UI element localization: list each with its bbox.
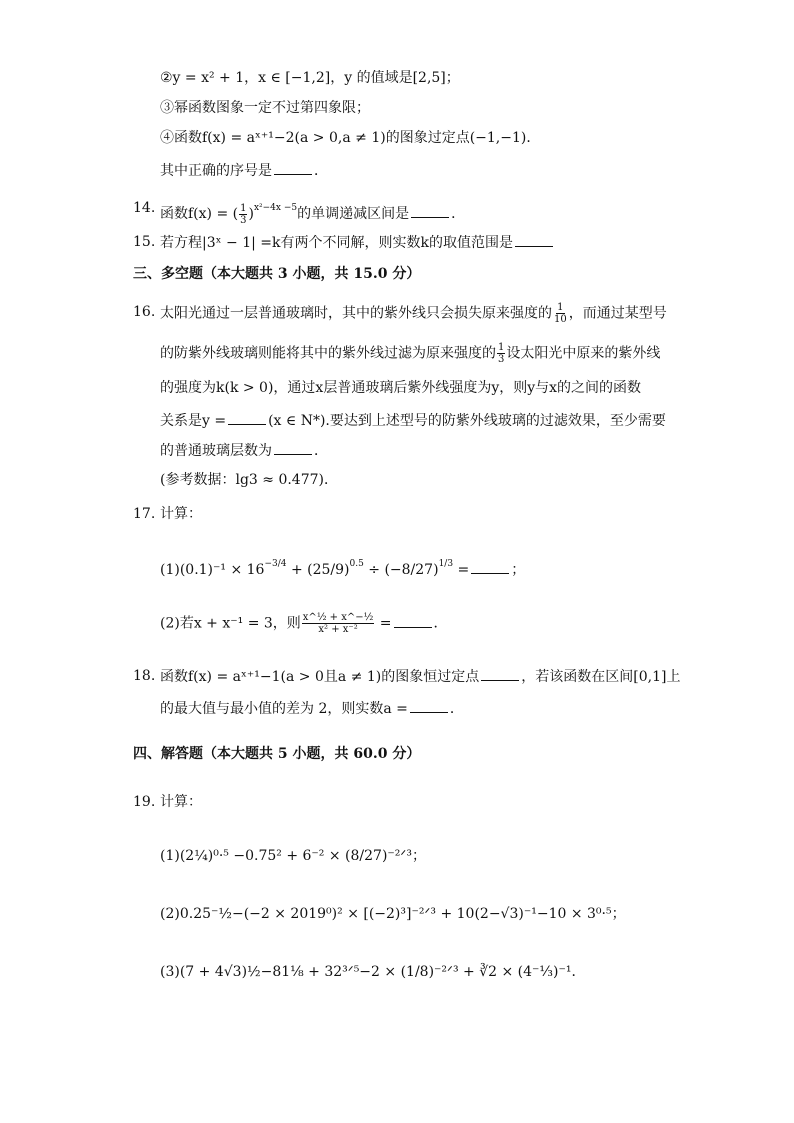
question-15: 若方程|3ˣ − 1| =k有两个不同解，则实数k的取值范围是: [160, 232, 555, 253]
answer-blank: [228, 410, 266, 425]
item-2: ②y = x² + 1，x ∈ [−1,2]，y 的值域是[2,5]；: [160, 70, 460, 86]
answer-blank: [410, 698, 448, 713]
question-number: 16.: [133, 304, 156, 320]
question-19-title: 计算：: [160, 794, 202, 810]
question-18-line-1: 函数f(x) = aˣ⁺¹−1(a > 0且a ≠ 1)的图象恒过定点 ，若该函数在区间[0,1]上: [160, 666, 680, 687]
answer-blank: [274, 160, 312, 175]
question-19-part-3: (3)(7 + 4√3)½−81⅛ + 32³ᐟ⁵−2 × (1/8)⁻²ᐟ³ + ∛2 × (4⁻⅓)⁻¹．: [160, 964, 586, 980]
question-17-part-2: (2)若x + x⁻¹ = 3，则 $\frac{\text{x\textasciicircum{}½ + x\textasciicircum{}−½}}{\text{x² + x⁻²}}$ = ．: [160, 612, 448, 635]
question-16-line-1: 太阳光通过一层普通玻璃时，其中的紫外线只会损失原来强度的 $\frac{1}{10}$ ，而通过某型号: [160, 302, 667, 325]
question-16-line-4: 关系是y = (x ∈ N*).要达到上述型号的防紫外线玻璃的过滤效果，至少需要: [160, 410, 666, 431]
answer-blank: [394, 613, 432, 628]
question-19-part-2: (2)0.25⁻½−(−2 × 2019⁰)² × [(−2)³]⁻²ᐟ³ + 10(2−√3)⁻¹−10 × 3⁰·⁵；: [160, 906, 626, 922]
question-16-line-2: 的防紫外线玻璃则能将其中的紫外线过滤为原来强度的 $\frac{1}{3}$ 设太阳光中原来的紫外线: [160, 342, 661, 365]
question-18-line-2: 的最大值与最小值的差为 2，则实数a = ．: [160, 698, 464, 719]
answer-blank: [274, 440, 312, 455]
question-17-title: 计算：: [160, 506, 202, 522]
fraction-one-tenth: $\frac{1}{10}$: [554, 302, 567, 325]
question-number: 14.: [133, 200, 156, 216]
fraction-one-third: $\frac{1}{3}$: [498, 342, 505, 365]
answer-blank: [515, 232, 553, 247]
section-3-heading: 三、多空题（本大题共 3 小题，共 15.0 分）: [133, 266, 421, 282]
fraction-one-third: $\frac{1}{3}$: [240, 202, 247, 226]
question-13-prompt: 其中正确的序号是 ．: [160, 160, 328, 181]
question-number: 18.: [133, 668, 156, 684]
question-14: 函数f(x) = ( $\frac{1}{3}$ )$^{x^2-4x -5}$的单调递减区间是 ．: [160, 202, 466, 226]
question-16-line-3: 的强度为k(k > 0)，通过x层普通玻璃后紫外线强度为y，则y与x的之间的函数: [160, 380, 642, 396]
item-3: ③幂函数图象一定不过第四象限；: [160, 100, 370, 116]
question-16-line-5: 的普通玻璃层数为 ．: [160, 440, 328, 461]
item-4: ④函数f(x) = aˣ⁺¹−2(a > 0,a ≠ 1)的图象过定点(−1,−1)．: [160, 130, 541, 146]
question-number: 15.: [133, 234, 156, 250]
section-4-heading: 四、解答题（本大题共 5 小题，共 60.0 分）: [133, 746, 421, 762]
question-17-part-1: $(1)(0.1)^{-1} \times 16^{-3/4} + (25/9)^{0.5} \div (-8/27)^{1/3}$ = ；: [160, 559, 526, 578]
answer-blank: [471, 559, 509, 574]
question-16-reference: (参考数据：lg3 ≈ 0.477)．: [160, 472, 338, 488]
answer-blank: [411, 203, 449, 218]
answer-blank: [481, 666, 519, 681]
question-number: 17.: [133, 506, 156, 522]
fraction-expression: $\frac{\text{x\textasciicircum{}½ + x\textasciicircum{}−½}}{\text{x² + x⁻²}}$: [302, 612, 374, 635]
question-number: 19.: [133, 794, 156, 810]
question-19-part-1: (1)(2¼)⁰·⁵ −0.75² + 6⁻² × (8/27)⁻²ᐟ³；: [160, 848, 426, 864]
